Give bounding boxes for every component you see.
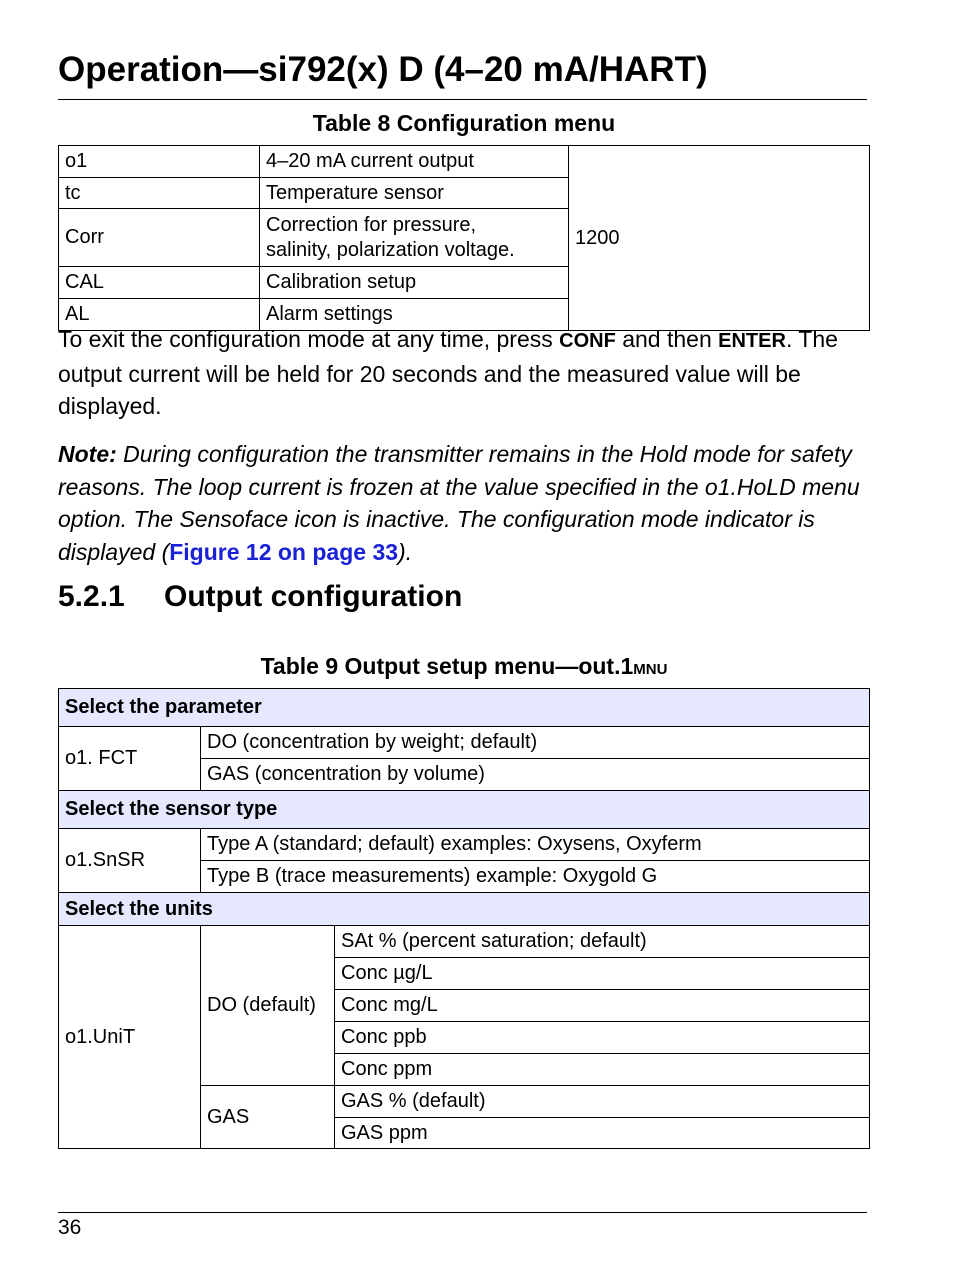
conf-key: CONF [559,330,616,352]
table9-caption [58,653,870,680]
note-tail: ). [398,538,413,565]
description-line: salinity, polarization voltage. [266,238,515,261]
note-paragraph [58,438,888,568]
table-row [59,926,870,958]
page-number: 36 [58,1216,82,1239]
page-title: Operation—si792(x) D (4–20 mA/HART) [58,50,708,89]
caption-suffix: MNU [633,661,668,678]
text-span: . The output current will be held for 20 seconds and the measured value will be displayed. [58,326,838,419]
section-number: 5.2.1 [58,580,125,613]
footer-divider [58,1212,867,1213]
section-header-sensor: Select the sensor type [59,791,870,829]
option-cell: Type B (trace measurements) example: Oxygold G [201,861,870,893]
option-cell: Conc ppm [335,1054,870,1086]
description-line: Correction for pressure, [266,213,477,236]
text-span: To exit the configuration mode at any time, press [58,326,560,352]
menu-code: o1.SnSR [59,829,201,893]
option-cell: GAS % (default) [335,1086,870,1118]
menu-description: Temperature sensor [260,178,569,209]
menu-code: o1. FCT [59,727,201,791]
exit-instructions [58,323,878,423]
table-section-row [59,791,870,829]
enter-key: ENTER [718,330,786,352]
figure-link[interactable]: Figure 12 on page 33 [169,538,399,565]
caption-text: Table 9 Output setup menu—out.1 [260,653,634,679]
menu-code: Corr [59,209,260,267]
option-cell: Conc µg/L [335,958,870,990]
option-cell: Type A (standard; default) examples: Oxysens, Oxyferm [201,829,870,861]
menu-code: CAL [59,267,260,299]
section-header-units: Select the units [59,893,870,926]
table-row [59,727,870,759]
option-cell: GAS ppm [335,1118,870,1149]
text-span: and then [615,326,719,352]
table-row [59,146,870,178]
section-header-parameter: Select the parameter [59,689,870,727]
note-text: During configuration the transmitter remains in the Hold mode for safety reasons. The loop current is frozen at the value specified in the o1.HoLD menu option. The Sensoface icon is inactive. The configuration mode indicator is displayed ( [58,441,860,565]
table-row [59,829,870,861]
menu-code: o1 [59,146,260,178]
section-heading [58,580,462,614]
title-divider [58,99,867,100]
unit-group-label: GAS [201,1086,335,1149]
option-cell: Conc ppb [335,1022,870,1054]
table-section-row [59,689,870,727]
option-cell: GAS (concentration by volume) [201,759,870,791]
menu-description [260,209,569,267]
note-label: Note: [58,441,117,467]
menu-code: AL [59,299,260,331]
option-cell: DO (concentration by weight; default) [201,727,870,759]
menu-code: o1.UniT [59,926,201,1149]
unit-group-label: DO (default) [201,926,335,1086]
option-cell: Conc mg/L [335,990,870,1022]
table-section-row [59,893,870,926]
section-title: Output configuration [164,580,463,613]
menu-description: Alarm settings [260,299,569,331]
option-cell: SAt % (percent saturation; default) [335,926,870,958]
output-setup-table [58,688,870,1149]
table8-caption: Table 8 Configuration menu [312,110,616,136]
menu-value: 1200 [569,146,870,331]
menu-code: tc [59,178,260,209]
configuration-menu-table [58,145,870,331]
menu-description: Calibration setup [260,267,569,299]
menu-description: 4–20 mA current output [260,146,569,178]
